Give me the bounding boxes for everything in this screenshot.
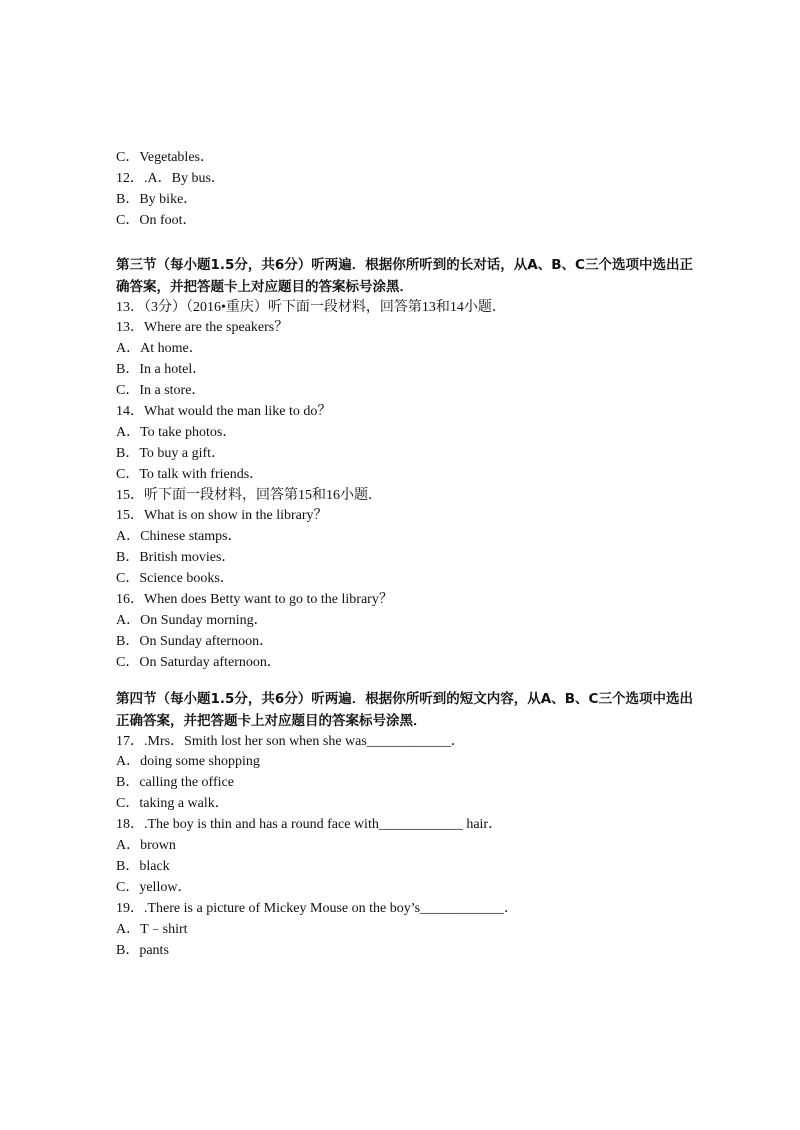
question-14-text: 14．What would the man like to do？ xyxy=(116,404,332,420)
question-13-intro: 13．（3分）（2016•重庆）听下面一段材料，回答第13和14小题． xyxy=(116,299,506,315)
question-17-text: 17．.Mrs．Smith lost her son when she was____________． xyxy=(116,733,465,749)
question-12-options-block xyxy=(116,148,696,232)
question-15-intro: 15．听下面一段材料，回答第15和16小题． xyxy=(116,487,382,503)
question-12-option-c: C．On foot． xyxy=(116,212,197,228)
question-14-option-a: A．To take photos． xyxy=(116,424,237,440)
question-15-option-a: A．Chinese stamps． xyxy=(116,529,242,545)
question-12-option-b: B．By bike． xyxy=(116,191,198,207)
question-19-option-a: A．T﹣shirt xyxy=(116,921,188,937)
question-16-option-c: C．On Saturday afternoon． xyxy=(116,654,281,670)
option-c-vegetables: C．Vegetables． xyxy=(116,150,214,165)
question-17-option-c: C．taking a walk． xyxy=(116,796,229,812)
section-3-questions xyxy=(116,298,696,674)
section-4-heading: 第四节（每小题1.5分，共6分）听两遍．根据你所听到的短文内容，从A、B、C三个选项中选出正确答案，并把答题卡上对应题目的答案标号涂黑． xyxy=(116,690,693,729)
question-18-text: 18．.The boy is thin and has a round face with____________ hair． xyxy=(116,817,503,833)
section-3-heading: 第三节（每小题1.5分，共6分）听两遍．根据你所听到的长对话，从A、B、C三个选项中选出正确答案，并把答题卡上对应题目的答案标号涂黑． xyxy=(116,256,693,295)
question-19-option-b: B．pants xyxy=(116,942,169,958)
question-19-text: 19．.There is a picture of Mickey Mouse on the boy’s____________． xyxy=(116,900,519,916)
question-12-option-a: 12．.A．By bus． xyxy=(116,170,225,186)
question-16-option-a: A．On Sunday morning． xyxy=(116,612,268,628)
question-18-option-c: C．yellow． xyxy=(116,879,192,895)
question-17-option-a: A．doing some shopping xyxy=(116,754,260,770)
question-18-option-b: B．black xyxy=(116,858,170,874)
question-13-text: 13．Where are the speakers？ xyxy=(116,320,289,336)
question-16-text: 16．When does Betty want to go to the library？ xyxy=(116,592,393,608)
question-16-option-b: B．On Sunday afternoon． xyxy=(116,633,274,649)
question-14-option-c: C．To talk with friends． xyxy=(116,466,264,482)
question-17-option-b: B．calling the office xyxy=(116,775,234,791)
question-15-option-b: B．British movies． xyxy=(116,550,236,566)
question-18-option-a: A．brown xyxy=(116,838,176,854)
question-13-option-b: B．In a hotel． xyxy=(116,362,207,378)
question-14-option-b: B．To buy a gift． xyxy=(116,445,226,461)
section-4-questions xyxy=(116,732,696,962)
question-15-text: 15．What is on show in the library？ xyxy=(116,508,328,524)
question-15-option-c: C．Science books． xyxy=(116,571,234,587)
question-13-option-a: A．At home． xyxy=(116,341,203,357)
document-page xyxy=(116,148,696,961)
question-13-option-c: C．In a store． xyxy=(116,383,206,399)
